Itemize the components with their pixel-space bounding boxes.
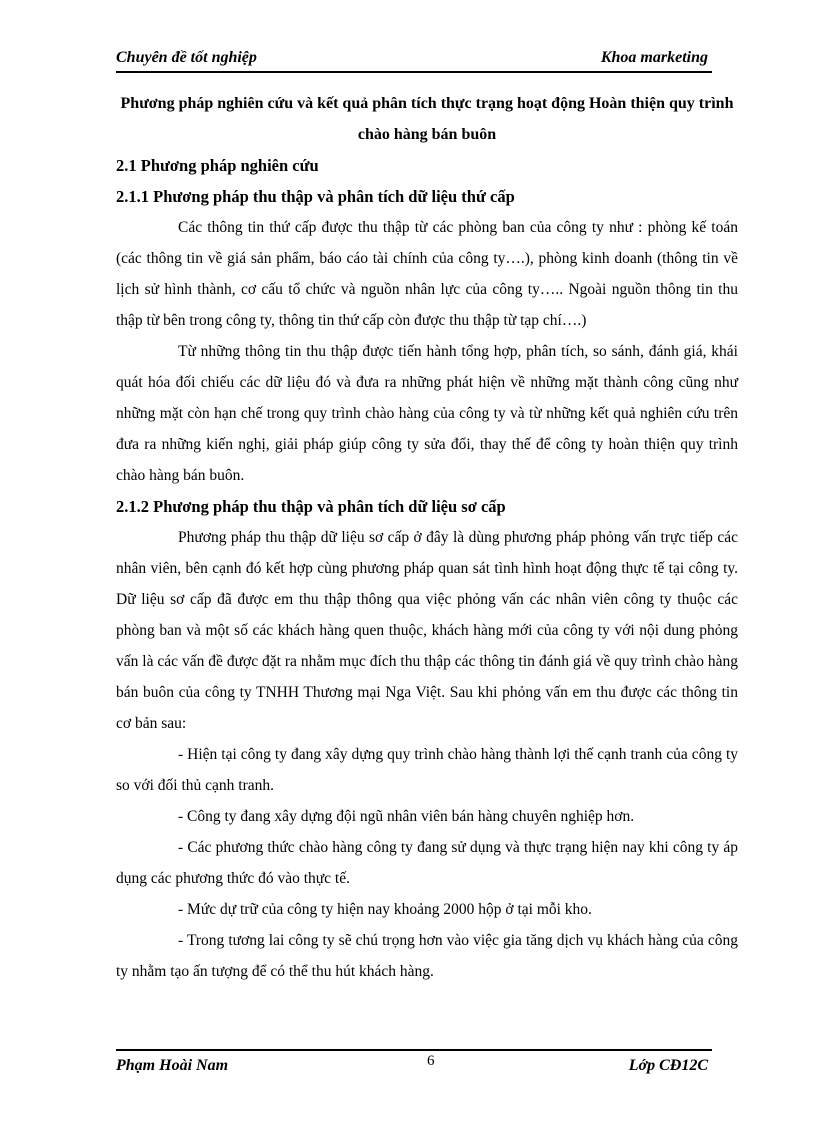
footer-class: Lớp CĐ12C [628,1057,708,1074]
footer-author: Phạm Hoài Nam [116,1057,229,1074]
document-body [116,88,738,987]
section-heading-2-1-2: 2.1.2 Phương pháp thu thập và phân tích dữ liệu sơ cấp [116,497,506,516]
list-item: - Hiện tại công ty đang xây dựng quy trình chào hàng thành lợi thế cạnh tranh của công ty so với đối thủ cạnh tranh. [116,746,738,794]
list-item: - Mức dự trữ của công ty hiện nay khoảng 2000 hộp ở tại mỗi kho. [178,901,592,918]
document-title: Phương pháp nghiên cứu và kết quả phân tích thực trạng hoạt động Hoàn thiện quy trình chào hàng bán buôn [120,95,734,143]
section-heading-2-1: 2.1 Phương pháp nghiên cứu [116,156,319,175]
page-number: 6 [427,1053,435,1069]
paragraph-secondary-data-sources: Các thông tin thứ cấp được thu thập từ các phòng ban của công ty như : phòng kế toán (các thông tin về giá sản phẩm, báo cáo tài chính của công ty….), phòng kinh doanh (thông tin về lịch sử hình thành, cơ cấu tổ chức và nguồn nhân lực của công ty….. Ngoài nguồn thông tin thu thập từ bên trong công ty, thông tin thứ cấp còn được thu thập từ tạp chí….) [116,219,738,329]
page-header [116,47,712,73]
header-left-text: Chuyên đề tốt nghiệp [116,49,257,66]
page-footer [116,1049,712,1079]
paragraph-secondary-data-analysis: Từ những thông tin thu thập được tiến hành tổng hợp, phân tích, so sánh, đánh giá, khái quát hóa đối chiếu các dữ liệu đó và đưa ra những phát hiện về những mặt thành công cũng như những mặt còn hạn chế trong quy trình chào hàng của công ty và từ những kết quả nghiên cứu trên đưa ra những kiến nghị, giải pháp giúp công ty sửa đổi, thay thế để công ty hoàn thiện quy trình chào hàng bán buôn. [116,343,738,484]
list-item: - Trong tương lai công ty sẽ chú trọng hơn vào việc gia tăng dịch vụ khách hàng của công ty nhằm tạo ấn tượng để có thể thu hút khách hàng. [116,932,738,980]
section-heading-2-1-1: 2.1.1 Phương pháp thu thập và phân tích dữ liệu thứ cấp [116,187,515,206]
header-right-text: Khoa marketing [600,49,708,66]
paragraph-primary-data-method: Phương pháp thu thập dữ liệu sơ cấp ở đây là dùng phương pháp phỏng vấn trực tiếp các nhân viên, bên cạnh đó kết hợp cùng phương pháp quan sát tình hình hoạt động thực tế tại công ty. Dữ liệu sơ cấp đã được em thu thập thông qua việc phỏng vấn các nhân viên công ty thuộc các phòng ban và một số các khách hàng quen thuộc, khách hàng mới của công ty với nội dung phỏng vấn là các vấn đề được đặt ra nhằm mục đích thu thập các thông tin đánh giá về quy trình chào hàng bán buôn của công ty TNHH Thương mại Nga Việt. Sau khi phỏng vấn em thu được các thông tin cơ bản sau: [116,529,738,732]
list-item: - Công ty đang xây dựng đội ngũ nhân viên bán hàng chuyên nghiệp hơn. [178,808,635,825]
list-item: - Các phương thức chào hàng công ty đang sử dụng và thực trạng hiện nay khi công ty áp dụng các phương thức đó vào thực tế. [116,839,738,887]
